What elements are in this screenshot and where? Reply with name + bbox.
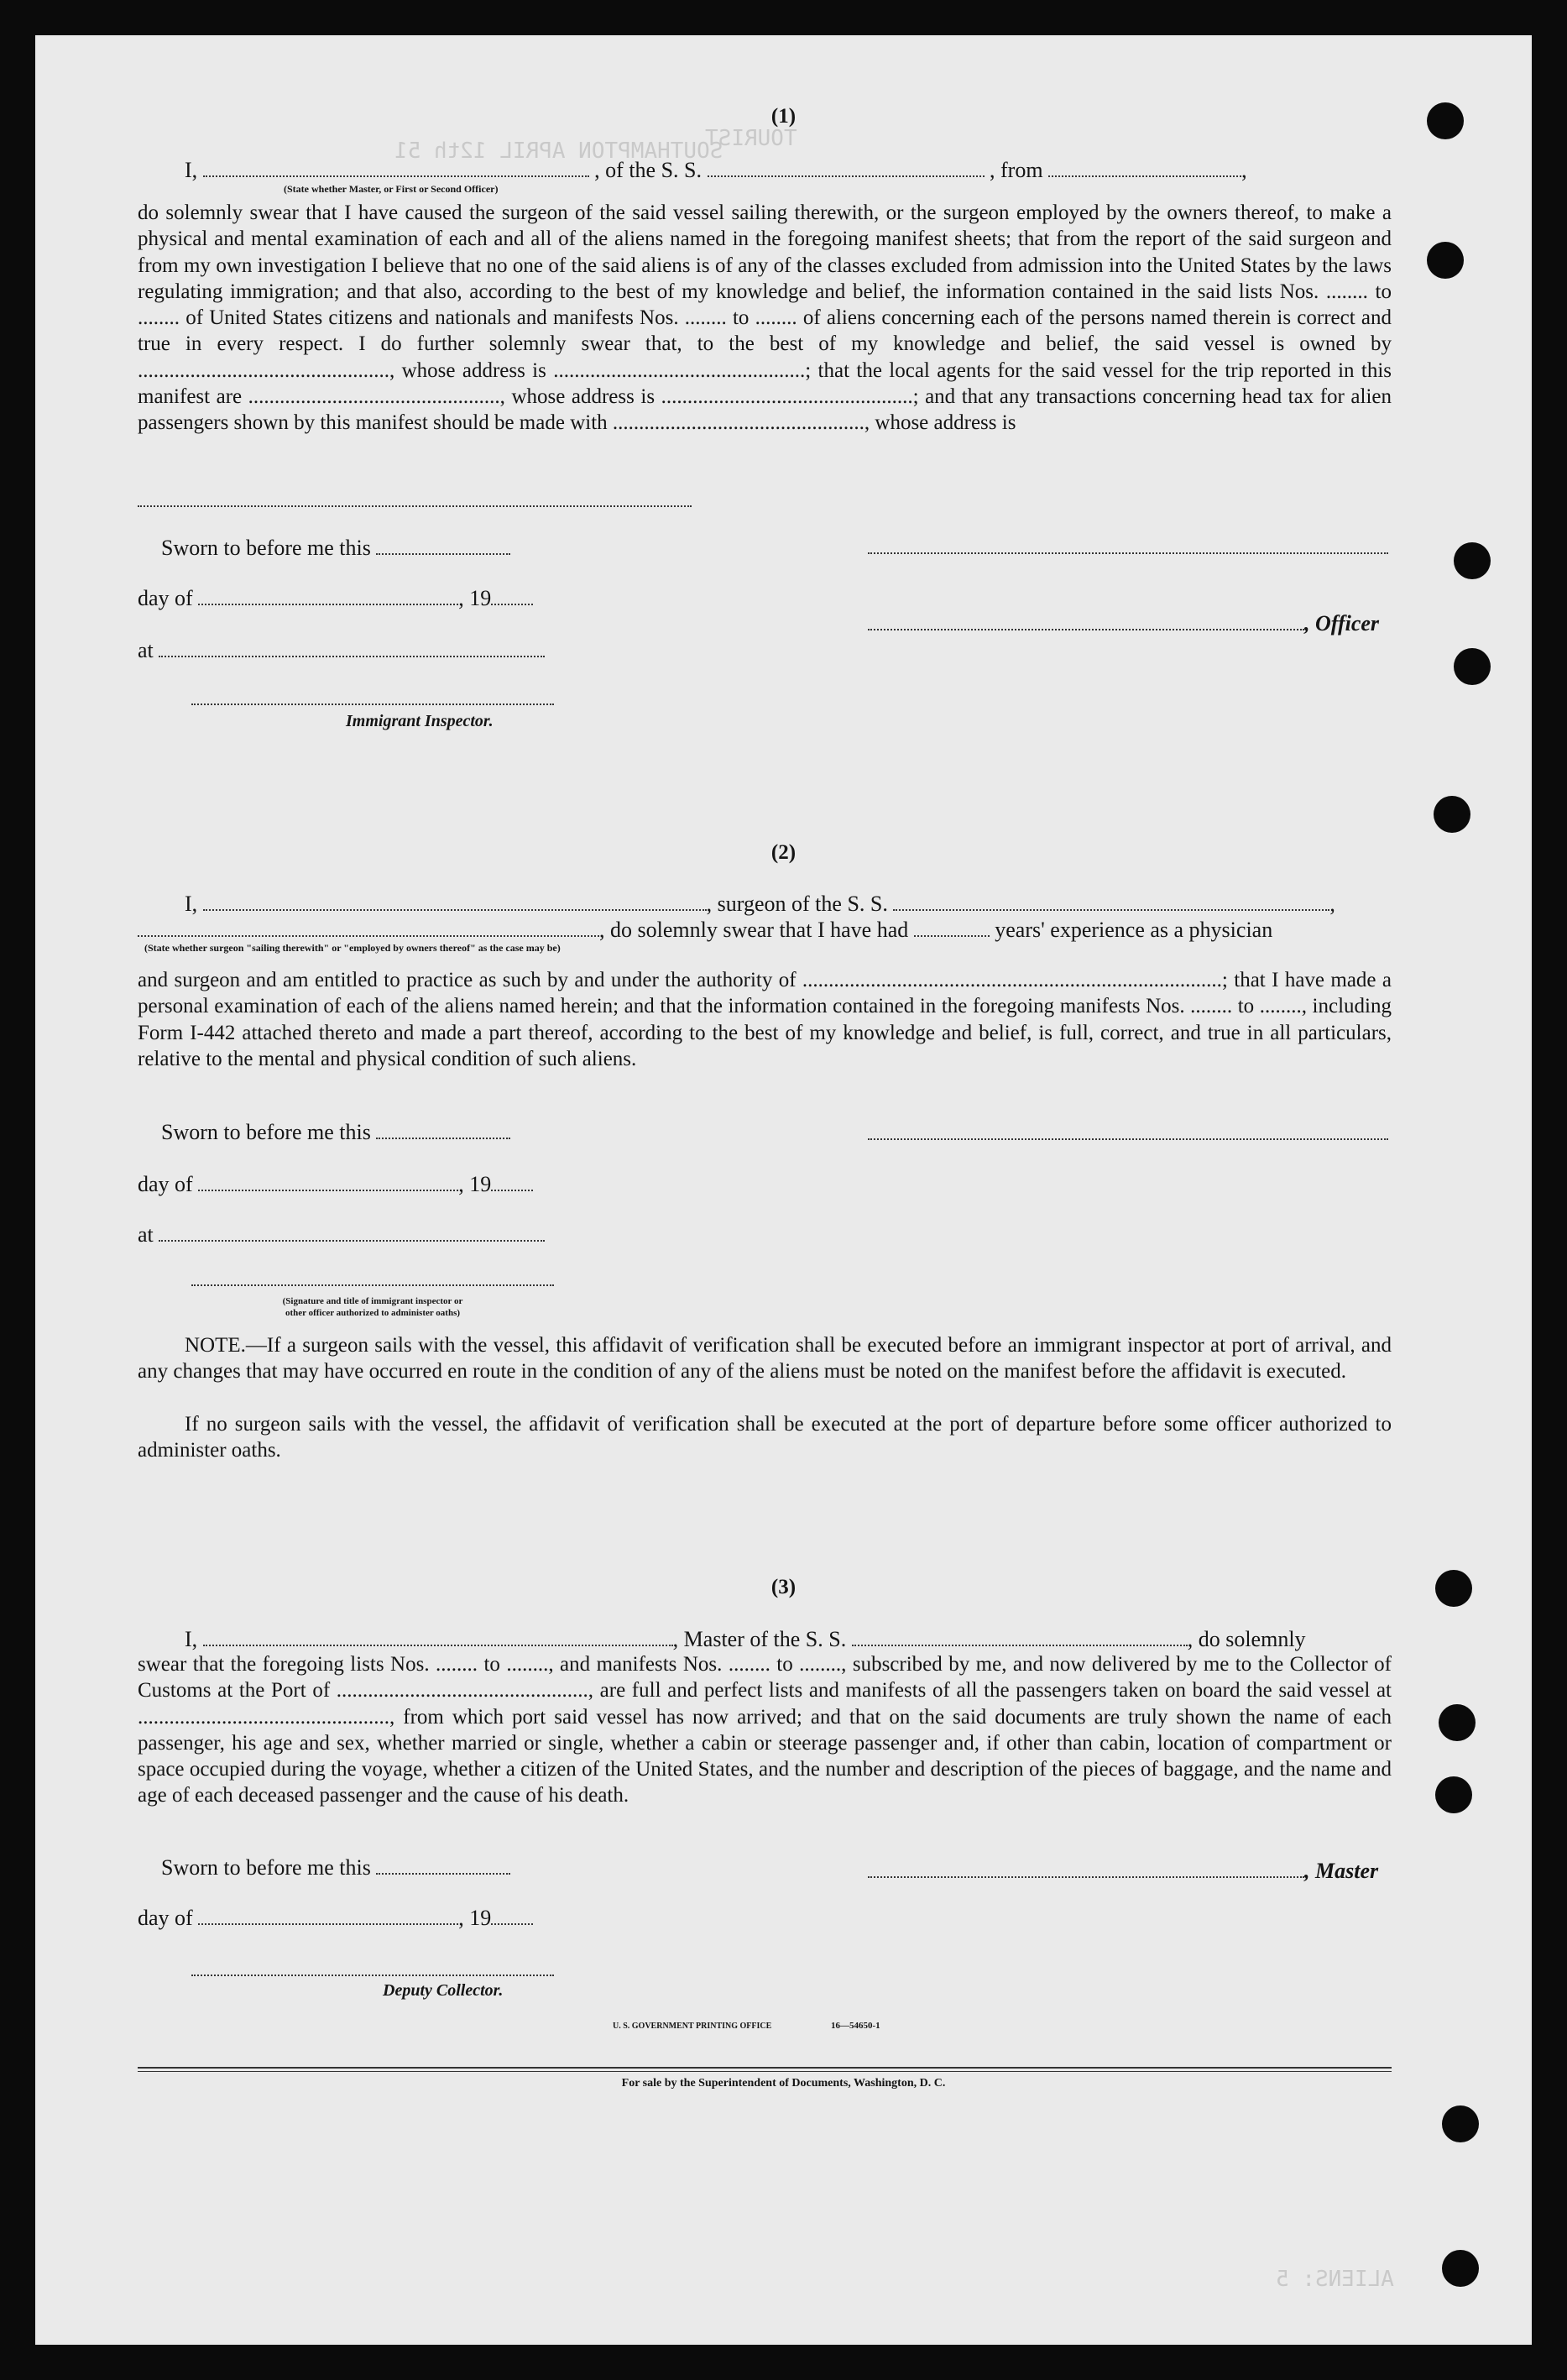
footer-rule (138, 2071, 1392, 2072)
punch-hole (1435, 1776, 1472, 1813)
sworn-day-field[interactable] (376, 1137, 510, 1139)
years-field[interactable] (914, 934, 990, 937)
section-1-officer-signature-top[interactable] (868, 552, 1388, 554)
section-2-line-2: , do solemnly swear that I have had years' experience as a physician (138, 918, 1272, 943)
section-2-body: and surgeon and am entitled to practice as such by and under the authority of ................................................................................; that I have made a personal examination of each of the aliens named herein; and that the information contained in the foregoing manifests Nos. ........ to ........, including Form I-442 attached thereto and made a part thereof, according to the best of my knowledge and belief, is full, correct, and true in all particulars, relative to the mental and physical condition of such aliens. (138, 969, 1392, 1070)
master-signature-field[interactable] (868, 1875, 1304, 1878)
from-label: , from (990, 158, 1043, 182)
sailing-status-field[interactable] (138, 934, 599, 937)
section-2-note-1: NOTE.—If a surgeon sails with the vessel, this affidavit of verification shall be executed before an immigrant inspector at port of arrival, and any changes that may have occurred en route in the condition of any of the aliens must be noted on the manifest before the affidavit is executed. (138, 1334, 1392, 1384)
section-1-at: at (138, 638, 545, 663)
master-vessel-field[interactable] (852, 1644, 1188, 1646)
punch-hole (1442, 2105, 1479, 2142)
officer-signature-field[interactable] (868, 628, 1304, 630)
section-2-day-of: day of , 19 (138, 1172, 533, 1197)
section-2-sworn: Sworn to before me this (161, 1120, 510, 1145)
at-place-field[interactable] (159, 655, 545, 657)
section-1-state-note: (State whether Master, or First or Second Officer) (284, 183, 499, 195)
bleed-through-tourist: TOURIST (705, 126, 797, 151)
punch-hole (1434, 796, 1470, 833)
punch-hole (1427, 242, 1464, 279)
section-1-line-1: I, , of the S. S. , from , (185, 158, 1247, 182)
from-port-field[interactable] (1048, 175, 1241, 177)
year-field[interactable] (491, 1189, 533, 1191)
year-field[interactable] (491, 1922, 533, 1925)
section-2-at: at (138, 1222, 545, 1248)
section-3-collector-signature[interactable] (191, 1975, 554, 1976)
sworn-day-field[interactable] (376, 1872, 510, 1875)
section-2-note-2: If no surgeon sails with the vessel, the affidavit of verification shall be executed at the port of departure before some officer authorized to administer oaths. (138, 1413, 1392, 1462)
master-name-field[interactable] (203, 1644, 673, 1646)
section-3-master-line: , Master (868, 1859, 1378, 1884)
section-2-surgeon-signature[interactable] (868, 1138, 1388, 1140)
bleed-through-stamp: ALIENS: 5 (1276, 2267, 1394, 2292)
section-1-body: do solemnly swear that I have caused the surgeon of the said vessel sailing therewith, or the surgeon employed by the owners thereof, to make a physical and mental examination of each and all of the aliens named in the foregoing manifest sheets; that from the report of the said surgeon and from my own investigation I believe that no one of the said aliens is of any of the classes excluded from admission into the United States by the laws regulating immigration; and that also, according to the best of my knowledge and belief, the information contained in the said lists Nos. ........ to ........ of United States citizens and nationals and manifests Nos. ........ to ........ of aliens concerning each of the persons named therein is correct and true in every respect. I do further solemnly swear that, to the best of my knowledge and belief, the said vessel is owned by ................................................, whose address is ................................................; that the local agents for the said vessel for the trip reported in this manifest are ................................................, whose address is ................................................; and that any transactions concerning head tax for alien passengers shown by this manifest should be made with ................................................, whose address is (138, 201, 1392, 435)
punch-hole (1454, 648, 1491, 685)
section-1-sworn: Sworn to before me this (161, 536, 510, 561)
section-3-body: swear that the foregoing lists Nos. ........ to ........, and manifests Nos. ........ to ........, subscribed by me, and now delivered by me to the Collector of Customs at the Port of ................................................, are full and perfect lists and manifests of all the passengers taken on board the said vessel at ................................................, from which port said vessel has now arrived; and that on the said documents are truly shown the name of each passenger, his age and sex, whether married or single, whether a cabin or steerage passenger and, if other than cabin, location of compartment or space occupied during the voyage, whether a citizen of the United States, and the number and description of the pieces of baggage, and the name and age of each deceased passenger and the cause of his death. (138, 1653, 1392, 1807)
section-2-signature-caption-1: (Signature and title of immigrant inspector or (282, 1296, 463, 1306)
officer-name-field[interactable] (203, 175, 589, 177)
i-label: I, (185, 158, 198, 182)
punch-hole (1454, 542, 1491, 579)
sworn-day-field[interactable] (376, 552, 510, 555)
section-1-number: (1) (770, 105, 797, 128)
section-1-officer-line: , Officer (868, 611, 1379, 636)
bleed-through-header: SOUTHAMPTON APRIL 12th 51 (394, 139, 723, 164)
section-1-extra-line[interactable] (138, 505, 692, 507)
section-3-collector-caption: Deputy Collector. (383, 1981, 504, 2000)
section-3-number: (3) (770, 1576, 797, 1598)
year-field[interactable] (491, 603, 533, 605)
at-place-field[interactable] (159, 1239, 545, 1242)
for-sale-notice: For sale by the Superintendent of Documents, Washington, D. C. (621, 2077, 946, 2090)
punch-hole (1439, 1704, 1476, 1741)
section-1-inspector-caption: Immigrant Inspector. (346, 712, 494, 730)
of-ss-label: , of the S. S. (594, 158, 703, 182)
vessel-name-field[interactable] (708, 175, 985, 177)
section-3-line-1: I, , Master of the S. S. , do solemnly (185, 1627, 1306, 1651)
gpo-imprint: U. S. GOVERNMENT PRINTING OFFICE (613, 2022, 772, 2031)
section-2-line-1: I, , surgeon of the S. S. , (185, 892, 1335, 916)
section-3-sworn: Sworn to before me this (161, 1855, 510, 1880)
footer-rule (138, 2067, 1392, 2069)
section-2-signature-caption-2: other officer authorized to administer oaths) (285, 1308, 461, 1318)
section-1-day-of: day of , 19 (138, 586, 533, 611)
form-code: 16—54650-1 (831, 2021, 880, 2031)
section-2-inspector-signature[interactable] (191, 1284, 554, 1286)
section-2-state-note: (State whether surgeon "sailing therewith" or "employed by owners thereof" as the case may be) (144, 942, 561, 954)
section-1-inspector-signature[interactable] (191, 704, 554, 705)
month-field[interactable] (198, 603, 458, 605)
section-2-number: (2) (770, 841, 797, 864)
surgeon-vessel-field[interactable] (893, 908, 1329, 911)
month-field[interactable] (198, 1189, 458, 1191)
section-3-day-of: day of , 19 (138, 1906, 533, 1931)
punch-hole (1442, 2250, 1479, 2287)
surgeon-name-field[interactable] (203, 908, 707, 911)
month-field[interactable] (198, 1922, 458, 1925)
